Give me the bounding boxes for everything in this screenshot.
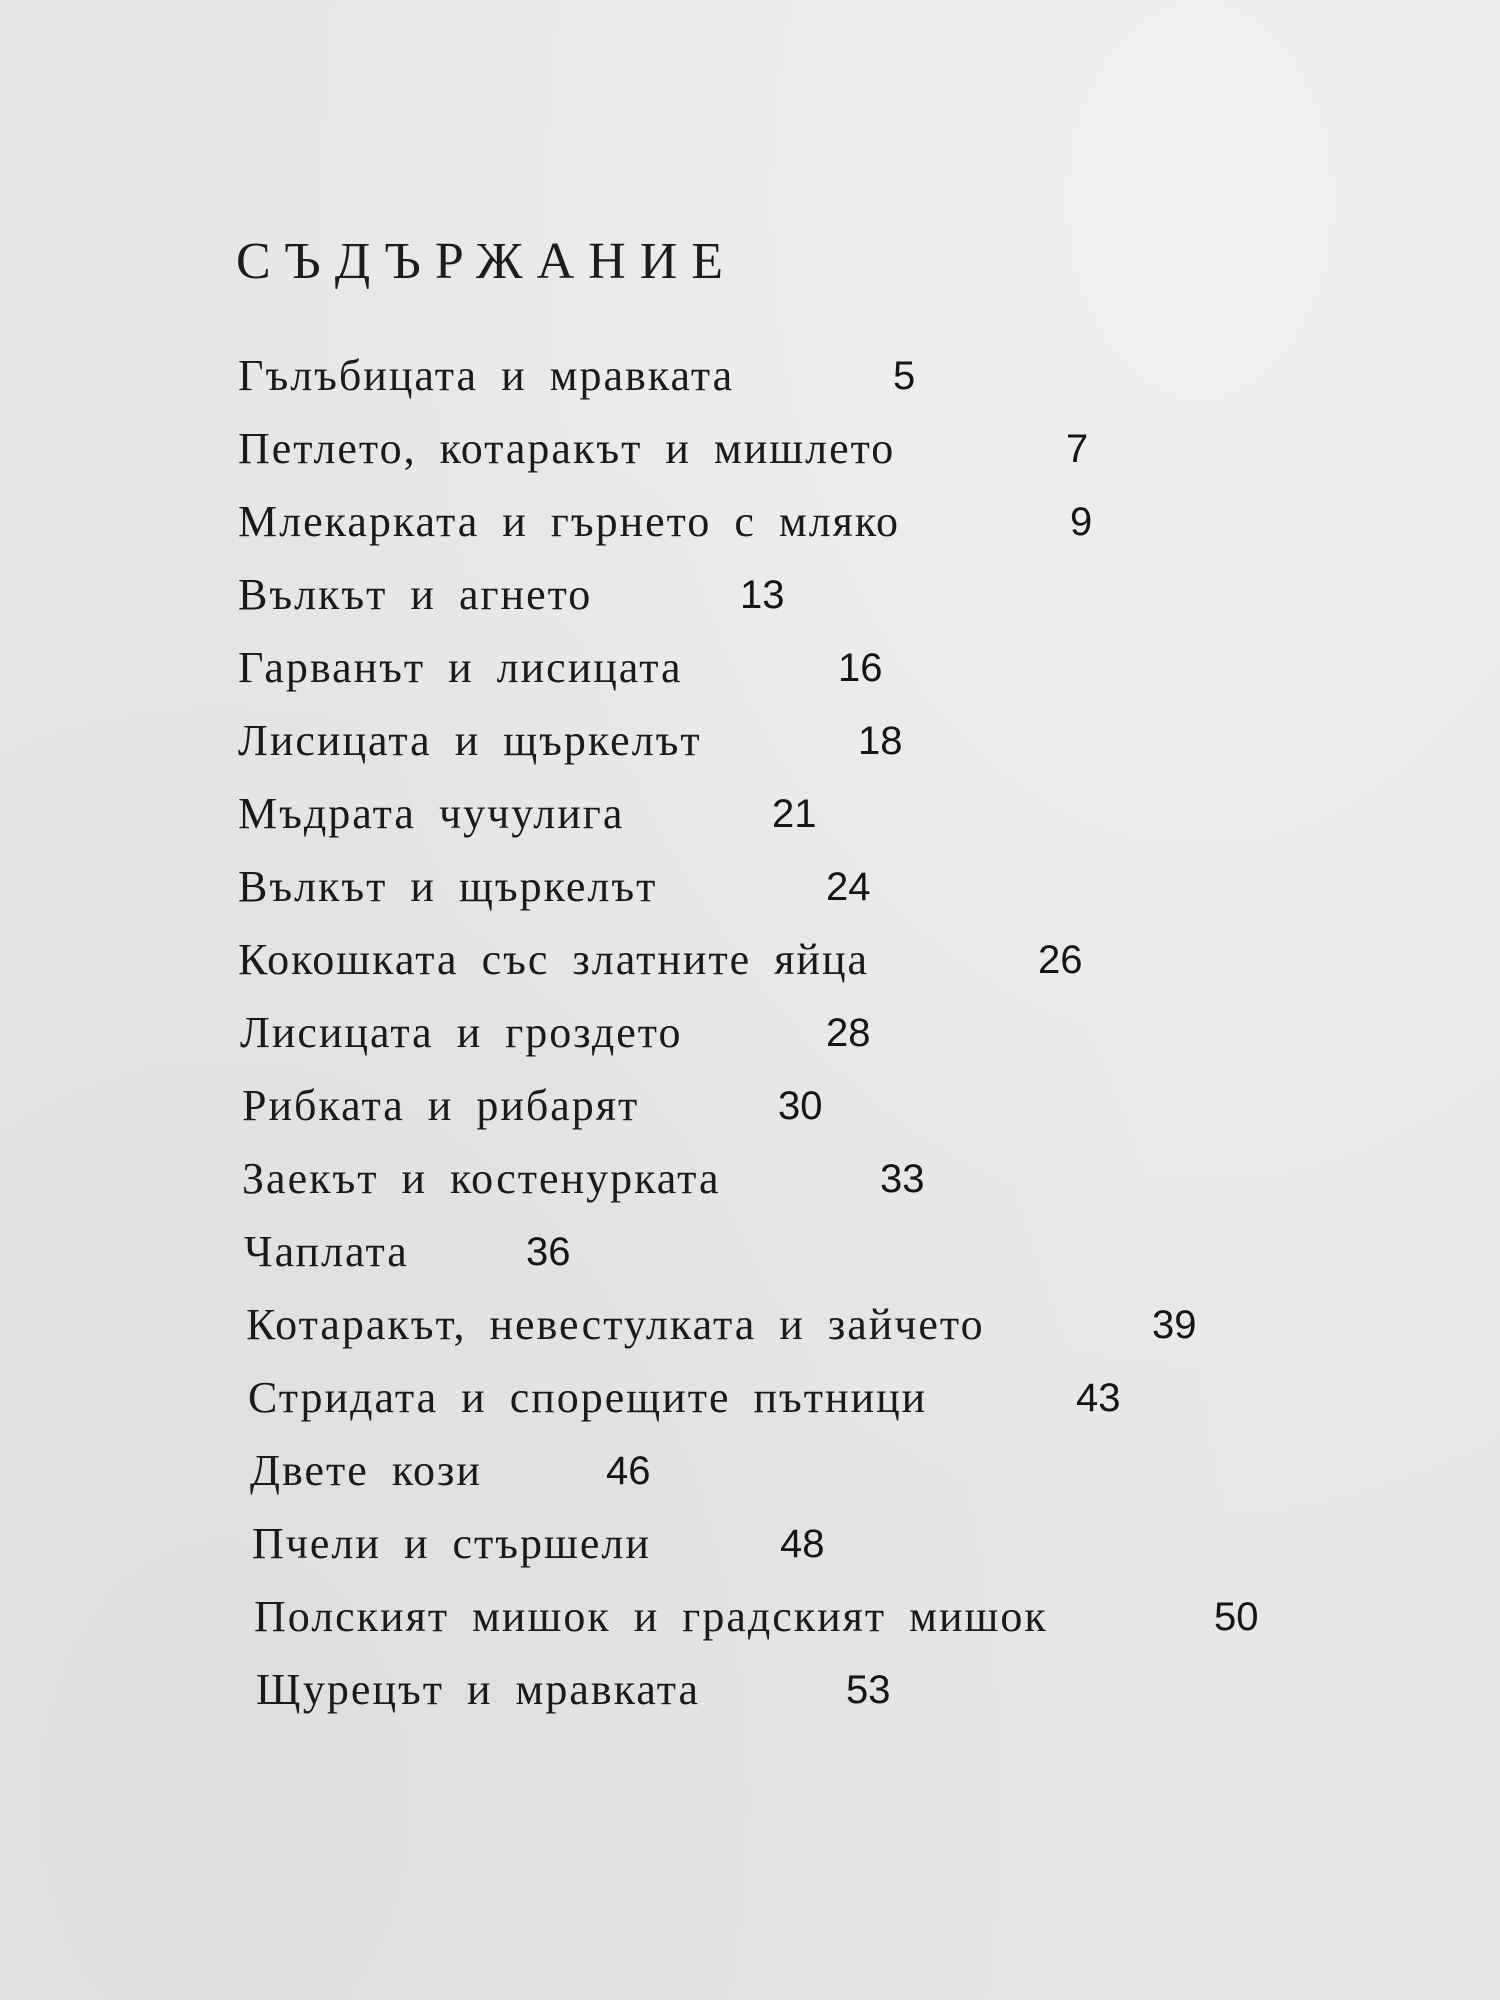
toc-entry-page: 48 [780,1522,825,1566]
toc-entry [238,788,817,840]
toc-entry-page: 9 [1070,500,1093,544]
toc-entry-title: Чаплата [244,1227,409,1276]
toc-entry-title: Лисицата и щъркелът [238,716,702,765]
toc-heading: СЪДЪРЖАНИЕ [236,233,738,290]
toc-entry-page: 13 [740,573,785,617]
toc-entry-page: 43 [1076,1376,1121,1420]
toc-entry-page: 39 [1152,1303,1197,1347]
toc-entry-page: 24 [826,865,871,909]
toc-entry-page: 53 [846,1668,891,1712]
toc-entry [250,1445,651,1497]
toc-entry-page: 7 [1066,427,1089,471]
toc-entry [238,934,1083,986]
toc-entry-title: Котаракът, невестулката и зайчето [246,1300,985,1349]
toc-entry-title: Вълкът и агнето [238,570,593,619]
toc-entry [238,350,916,402]
toc-entry-title: Двете кози [250,1446,482,1495]
toc-entry-title: Щурецът и мравката [256,1665,701,1714]
toc-entry [238,496,1093,548]
toc-entry [252,1518,825,1570]
toc-entry-page: 26 [1038,938,1083,982]
toc-entry [242,1080,823,1132]
toc-entry-page: 30 [778,1084,823,1128]
toc-entry-title: Рибката и рибарят [242,1081,640,1130]
toc-entry-page: 16 [838,646,883,690]
toc-entry-title: Пчели и стършели [252,1519,651,1568]
toc-entry [238,569,785,621]
toc-entry-page: 33 [880,1157,925,1201]
toc-entry-page: 50 [1214,1595,1259,1639]
toc-entry [238,642,883,694]
toc-entry-title: Гарванът и лисицата [238,643,683,692]
toc-entry-title: Млекарката и гърнето с мляко [238,497,901,546]
toc-entry-title: Лисицата и гроздето [240,1008,683,1057]
toc-entry [246,1299,1197,1351]
toc-entry-title: Мъдрата чучулига [238,789,625,838]
toc-entry [254,1591,1259,1643]
toc-entry [244,1226,571,1278]
toc-entry-page: 28 [826,1011,871,1055]
toc-entry-page: 36 [526,1230,571,1274]
toc-entry-title: Вълкът и щъркелът [238,862,658,911]
toc-entry [238,715,903,767]
toc-entry [256,1664,891,1716]
toc-entry-title: Заекът и костенурката [242,1154,721,1203]
toc-entry [248,1372,1121,1424]
toc-entry [238,423,1089,475]
toc-entry-title: Полският мишок и градският мишок [254,1592,1048,1641]
toc-entry-page: 46 [606,1449,651,1493]
toc-entry [242,1153,925,1205]
toc-entry-page: 21 [772,792,817,836]
toc-entry [238,861,871,913]
toc-entry-page: 5 [893,354,916,398]
toc-entry-page: 18 [858,719,903,763]
toc-entry-title: Стридата и спорещите пътници [248,1373,928,1422]
toc-entry-title: Кокошката със златните яйца [238,935,870,984]
toc-entry-title: Гълъбицата и мравката [238,351,735,400]
toc-entry [240,1007,871,1059]
toc-entry-title: Петлето, котаракът и мишлето [238,424,896,473]
